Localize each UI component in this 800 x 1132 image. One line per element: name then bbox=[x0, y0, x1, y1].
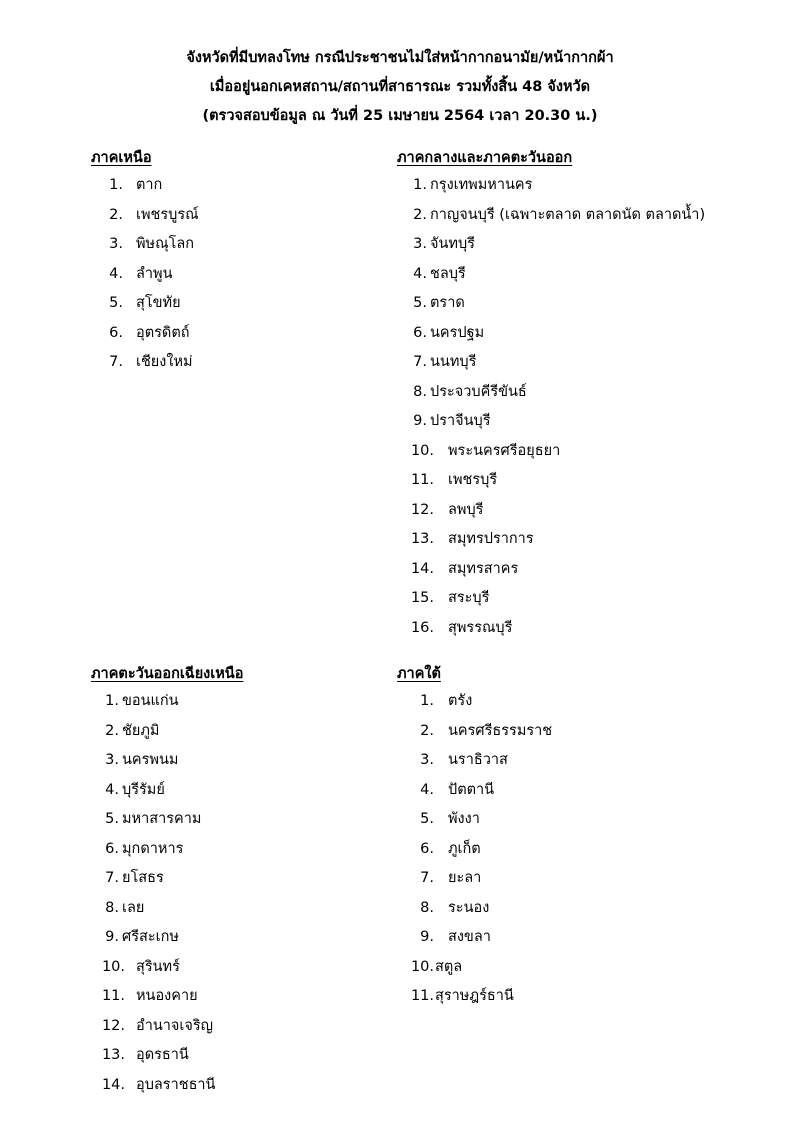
list-item bbox=[91, 805, 243, 835]
province-name: นครปฐม bbox=[430, 324, 485, 341]
province-name: ชลบุรี bbox=[430, 265, 466, 282]
item-number: 14. bbox=[101, 1076, 125, 1093]
item-number: 1. bbox=[413, 177, 427, 193]
item-number: 6. bbox=[105, 840, 119, 857]
province-name: พังงา bbox=[448, 811, 480, 827]
item-number: 5. bbox=[105, 811, 119, 827]
province-name: สระบุรี bbox=[448, 590, 490, 606]
item-number: 15. bbox=[410, 590, 434, 606]
list-item bbox=[397, 466, 572, 496]
item-number: 1. bbox=[420, 693, 434, 709]
province-name: ภูเก็ต bbox=[448, 840, 481, 857]
list-item bbox=[397, 864, 482, 894]
item-number: 8. bbox=[413, 383, 427, 400]
list-item bbox=[91, 953, 243, 983]
province-name: อุบลราชธานี bbox=[136, 1076, 216, 1093]
province-name: กาญจนบุรี (เฉพาะตลาด ตลาดนัด ตลาดน้ำ) bbox=[430, 206, 706, 223]
list-item bbox=[397, 555, 572, 585]
list-item bbox=[397, 437, 572, 467]
title-line-2: เมื่ออยู่นอกเคหสถาน/สถานที่สาธารณะ รวมทั้งสิ้น 48 จังหวัด bbox=[209, 79, 591, 95]
province-name: ระนอง bbox=[448, 899, 490, 916]
list-item bbox=[91, 864, 243, 894]
province-name: ตราด bbox=[430, 295, 465, 311]
item-number: 11. bbox=[410, 472, 434, 488]
item-number: 8. bbox=[420, 899, 434, 916]
province-name: ปราจีนบุรี bbox=[430, 413, 491, 429]
province-name: ตาก bbox=[136, 177, 163, 193]
province-list-north bbox=[91, 171, 199, 378]
list-item bbox=[91, 348, 193, 378]
list-item bbox=[397, 378, 572, 408]
province-name: อำนาจเจริญ bbox=[136, 1017, 213, 1034]
item-number: 14. bbox=[410, 560, 434, 577]
province-name: สุพรรณบุรี bbox=[448, 619, 513, 636]
province-name: ยะลา bbox=[448, 870, 482, 886]
item-number: 3. bbox=[105, 752, 119, 768]
item-number: 4. bbox=[413, 265, 427, 282]
item-number: 2. bbox=[413, 206, 427, 223]
item-number: 7. bbox=[413, 354, 427, 370]
item-number: 10. bbox=[410, 958, 434, 975]
list-item bbox=[397, 805, 480, 835]
list-item bbox=[91, 746, 243, 776]
item-number: 11. bbox=[410, 988, 434, 1004]
list-item bbox=[91, 201, 199, 231]
section-heading-north: ภาคเหนือ bbox=[91, 150, 152, 166]
list-item bbox=[397, 289, 572, 319]
list-item bbox=[91, 923, 243, 953]
item-number: 2. bbox=[105, 722, 119, 739]
item-number: 7. bbox=[420, 870, 434, 886]
item-number: 2. bbox=[109, 206, 123, 223]
province-name: พระนครศรีอยุธยา bbox=[448, 442, 561, 459]
province-name: มุกดาหาร bbox=[122, 840, 184, 857]
list-item bbox=[397, 230, 572, 260]
province-name: ประจวบคีรีขันธ์ bbox=[430, 383, 527, 400]
section-south bbox=[397, 661, 553, 1012]
province-name: บุรีรัมย์ bbox=[122, 781, 165, 798]
list-item bbox=[91, 982, 243, 1012]
item-number: 4. bbox=[420, 781, 434, 798]
item-number: 2. bbox=[420, 722, 434, 739]
province-name: สตูล bbox=[435, 958, 463, 975]
province-name: อุตรดิตถ์ bbox=[136, 324, 190, 341]
province-name: สมุทรสาคร bbox=[448, 560, 519, 577]
section-north bbox=[91, 145, 199, 378]
province-list-central-east bbox=[397, 171, 706, 643]
list-item bbox=[397, 171, 572, 201]
list-item bbox=[397, 407, 572, 437]
list-item bbox=[91, 230, 195, 260]
province-name: เพชรบูรณ์ bbox=[136, 206, 199, 223]
item-number: 10. bbox=[410, 442, 434, 459]
item-number: 1. bbox=[105, 693, 119, 709]
province-name: เพชรบุรี bbox=[448, 472, 498, 488]
item-number: 7. bbox=[105, 870, 119, 886]
item-number: 5. bbox=[420, 811, 434, 827]
province-name: พิษณุโลก bbox=[136, 236, 195, 252]
province-name: เลย bbox=[122, 899, 145, 916]
province-name: สุราษฎร์ธานี bbox=[435, 988, 514, 1004]
list-item bbox=[91, 289, 181, 319]
province-name: ศรีสะเกษ bbox=[122, 929, 179, 945]
section-central-east bbox=[397, 145, 706, 643]
province-name: นครพนม bbox=[122, 752, 179, 768]
list-item bbox=[91, 894, 243, 924]
province-name: นนทบุรี bbox=[430, 354, 477, 370]
province-name: ชัยภูมิ bbox=[122, 722, 160, 739]
item-number: 4. bbox=[109, 265, 123, 282]
item-number: 1. bbox=[109, 177, 123, 193]
province-list-northeast bbox=[91, 687, 243, 1100]
section-heading-south: ภาคใต้ bbox=[397, 666, 441, 682]
list-item bbox=[91, 835, 243, 865]
list-item bbox=[397, 496, 572, 526]
title-line-3: (ตรวจสอบข้อมูล ณ วันที่ 25 เมษายน 2564 เวลา 20.30 น.) bbox=[202, 108, 598, 124]
province-name: หนองคาย bbox=[136, 988, 198, 1004]
list-item bbox=[91, 1012, 243, 1042]
list-item bbox=[397, 319, 572, 349]
province-name: อุดรธานี bbox=[136, 1047, 189, 1063]
list-item bbox=[397, 982, 514, 1012]
province-name: สุรินทร์ bbox=[136, 958, 180, 975]
list-item bbox=[91, 319, 190, 349]
province-name: เชียงใหม่ bbox=[136, 354, 193, 370]
list-item bbox=[397, 201, 706, 231]
item-number: 12. bbox=[410, 501, 434, 518]
province-name: จันทบุรี bbox=[430, 236, 475, 252]
province-name: สงขลา bbox=[448, 929, 491, 945]
list-item bbox=[91, 1041, 243, 1071]
item-number: 6. bbox=[420, 840, 434, 857]
list-item bbox=[397, 923, 491, 953]
item-number: 9. bbox=[420, 929, 434, 945]
item-number: 5. bbox=[109, 295, 123, 311]
section-northeast bbox=[91, 661, 243, 1100]
item-number: 16. bbox=[410, 619, 434, 636]
list-item bbox=[397, 614, 572, 644]
item-number: 3. bbox=[109, 236, 123, 252]
province-name: มหาสารคาม bbox=[122, 811, 202, 827]
item-number: 9. bbox=[105, 929, 119, 945]
list-item bbox=[397, 717, 553, 747]
item-number: 7. bbox=[109, 354, 123, 370]
list-item bbox=[397, 525, 572, 555]
item-number: 5. bbox=[413, 295, 427, 311]
item-number: 3. bbox=[420, 752, 434, 768]
list-item bbox=[397, 348, 572, 378]
document-title bbox=[0, 44, 800, 131]
item-number: 10. bbox=[101, 958, 125, 975]
province-name: ปัตตานี bbox=[448, 781, 495, 798]
province-name: ตรัง bbox=[448, 693, 473, 709]
section-heading-central-east: ภาคกลางและภาคตะวันออก bbox=[397, 150, 573, 166]
item-number: 6. bbox=[109, 324, 123, 341]
item-number: 11. bbox=[101, 988, 125, 1004]
item-number: 9. bbox=[413, 413, 427, 429]
province-name: นครศรีธรรมราช bbox=[448, 722, 553, 739]
province-name: ยโสธร bbox=[122, 870, 164, 886]
province-name: สุโขทัย bbox=[136, 295, 181, 311]
province-name: กรุงเทพมหานคร bbox=[430, 177, 533, 193]
province-name: ขอนแก่น bbox=[122, 693, 179, 709]
list-item bbox=[91, 260, 173, 290]
list-item bbox=[397, 746, 508, 776]
item-number: 13. bbox=[410, 531, 434, 547]
province-name: ลพบุรี bbox=[448, 501, 484, 518]
title-line-1: จังหวัดที่มีบทลงโทษ กรณีประชาชนไม่ใส่หน้ากากอนามัย/หน้ากากผ้า bbox=[186, 50, 614, 66]
list-item bbox=[397, 835, 481, 865]
list-item bbox=[397, 687, 473, 717]
list-item bbox=[397, 260, 572, 290]
list-item bbox=[91, 171, 163, 201]
item-number: 13. bbox=[101, 1047, 125, 1063]
item-number: 6. bbox=[413, 324, 427, 341]
province-name: ลำพูน bbox=[136, 265, 173, 282]
list-item bbox=[397, 584, 572, 614]
list-item bbox=[91, 776, 243, 806]
item-number: 3. bbox=[413, 236, 427, 252]
item-number: 4. bbox=[105, 781, 119, 798]
list-item bbox=[397, 776, 495, 806]
item-number: 12. bbox=[101, 1017, 125, 1034]
list-item bbox=[91, 1071, 243, 1101]
province-name: นราธิวาส bbox=[448, 752, 508, 768]
province-list-south bbox=[397, 687, 553, 1012]
list-item bbox=[397, 894, 490, 924]
list-item bbox=[397, 953, 463, 983]
list-item bbox=[91, 687, 243, 717]
province-name: สมุทรปราการ bbox=[448, 531, 534, 547]
section-heading-northeast: ภาคตะวันออกเฉียงเหนือ bbox=[91, 666, 244, 682]
list-item bbox=[91, 717, 243, 747]
item-number: 8. bbox=[105, 899, 119, 916]
